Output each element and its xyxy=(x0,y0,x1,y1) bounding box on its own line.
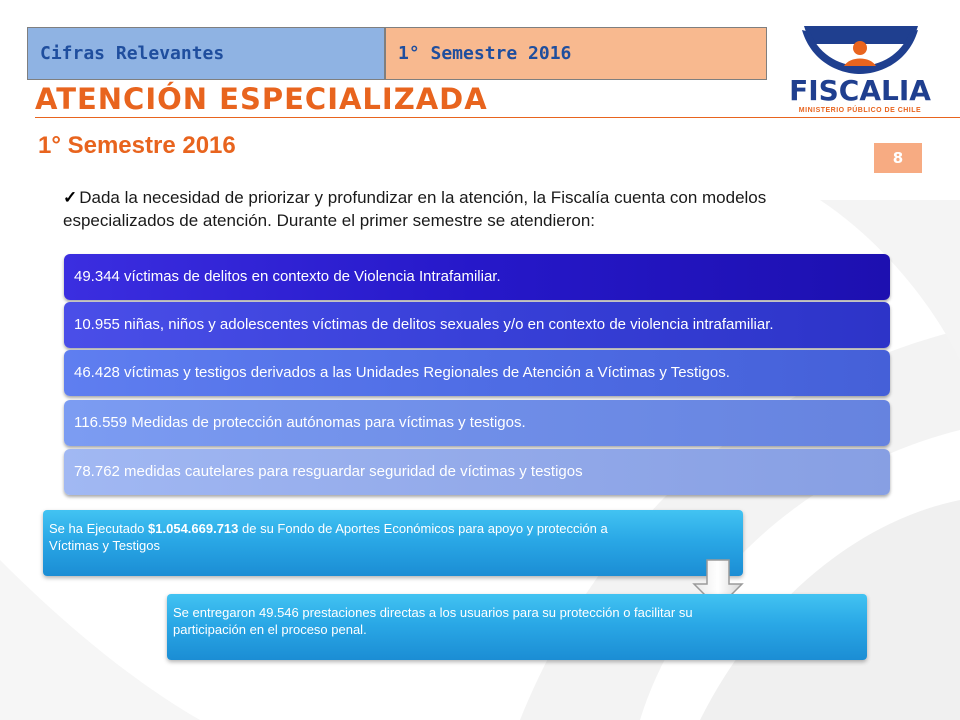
page-title: ATENCIÓN ESPECIALIZADA xyxy=(35,82,488,116)
page-subtitle: 1° Semestre 2016 xyxy=(38,132,236,159)
process-step-fund xyxy=(43,510,743,576)
list-item xyxy=(64,449,890,495)
list-item xyxy=(64,302,890,348)
list-item xyxy=(64,350,890,396)
list-item xyxy=(64,254,890,300)
process-step-services xyxy=(167,594,867,660)
logo-wordmark: FISCALIA xyxy=(789,74,931,107)
page-number-badge: 8 xyxy=(874,143,922,173)
intro-paragraph xyxy=(63,186,843,232)
checkmark-icon: ✓ xyxy=(63,188,78,207)
fiscalia-logo xyxy=(772,22,948,120)
process-step-services-text: Se entregaron 49.546 prestaciones directas a los usuarios para su protección o facilitar su participación en el proceso penal. xyxy=(173,605,693,637)
fund-amount: $1.054.669.713 xyxy=(148,521,239,536)
logo-emblem-icon xyxy=(772,22,948,78)
list-item-text: 49.344 víctimas de delitos en contexto de Violencia Intrafamiliar. xyxy=(74,268,501,285)
list-item-text: 46.428 víctimas y testigos derivados a las Unidades Regionales de Atención a Víctimas y Testigos. xyxy=(74,364,730,381)
list-item xyxy=(64,400,890,446)
header-tab-semestre: 1° Semestre 2016 xyxy=(385,27,767,80)
list-item-text: 78.762 medidas cautelares para resguardar seguridad de víctimas y testigos xyxy=(74,463,583,480)
intro-text: Dada la necesidad de priorizar y profundizar en la atención, la Fiscalía cuenta con modelos especializados de atención. Durante el primer semestre se atendieron: xyxy=(63,188,767,230)
list-item-text: 116.559 Medidas de protección autónomas para víctimas y testigos. xyxy=(74,414,526,431)
process-step-fund-prefix: Se ha Ejecutado xyxy=(49,521,149,536)
list-item-text: 10.955 niñas, niños y adolescentes víctimas de delitos sexuales y/o en contexto de violencia intrafamiliar. xyxy=(74,316,774,333)
logo-tagline: MINISTERIO PÚBLICO DE CHILE xyxy=(798,107,922,114)
header-tab-cifras: Cifras Relevantes xyxy=(27,27,385,80)
process-step-fund-suffix: de su Fondo de Aportes Económicos para apoyo y protección a Víctimas y Testigos xyxy=(49,521,608,553)
